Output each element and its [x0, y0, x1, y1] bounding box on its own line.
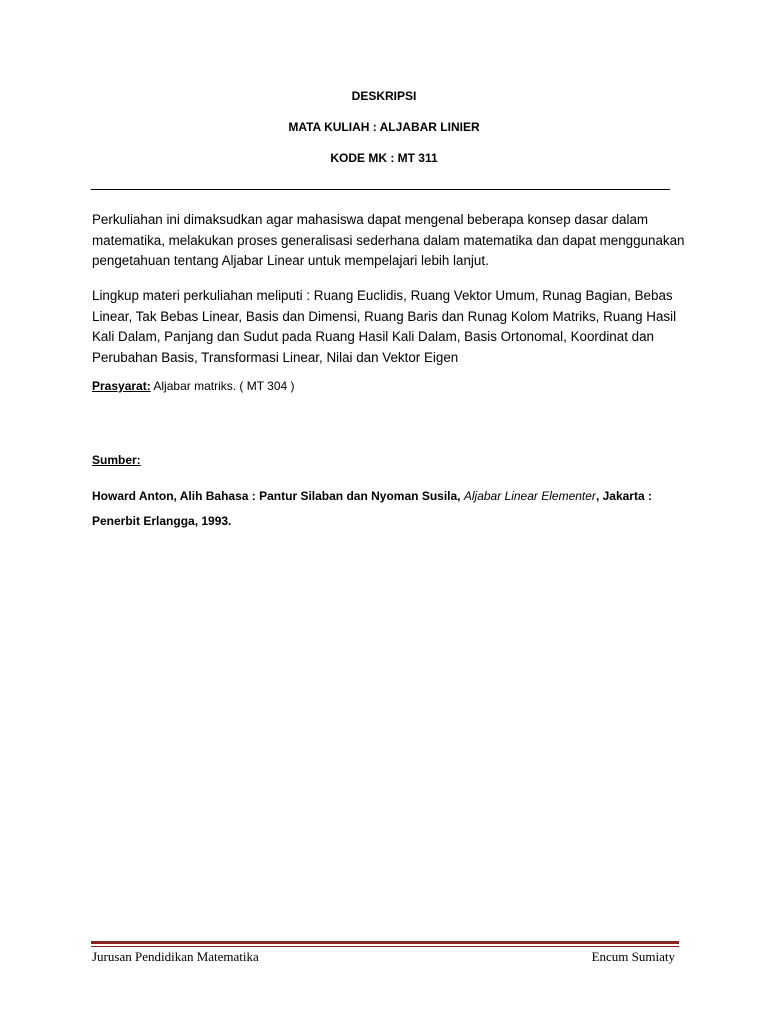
footer-rule-thin	[91, 946, 679, 947]
description-paragraph: Perkuliahan ini dimaksudkan agar mahasiswa dapat mengenal beberapa konsep dasar dalam matematika, melakukan proses generalisasi sederhana dalam matematika dan dapat menggunakan pengetahuan tentang Aljabar Linear untuk mempelajari lebih lanjut.	[92, 212, 685, 268]
course-code: KODE MK : MT 311	[330, 151, 438, 165]
prasyarat-value: Aljabar matriks. ( MT 304 )	[150, 379, 295, 393]
prasyarat-label: Prasyarat:	[92, 379, 151, 393]
sumber-heading	[92, 453, 141, 467]
sumber-label: Sumber:	[92, 453, 141, 467]
header-divider	[91, 189, 670, 190]
course-name: MATA KULIAH : ALJABAR LINIER	[288, 120, 480, 134]
footer-author: Encum Sumiaty	[591, 949, 675, 964]
reference-entry	[92, 484, 682, 534]
footer-rule-thick	[91, 941, 679, 944]
reference-book-title: Aljabar Linear Elementer	[463, 489, 596, 503]
document-title: DESKRIPSI	[351, 89, 417, 103]
reference-authors: Howard Anton, Alih Bahasa : Pantur Silaban dan Nyoman Susila,	[92, 489, 461, 503]
prasyarat-line	[92, 379, 295, 393]
scope-paragraph: Lingkup materi perkuliahan meliputi : Ruang Euclidis, Ruang Vektor Umum, Runag Bagian, Bebas Linear, Tak Bebas Linear, Basis dan Dimensi, Ruang Baris dan Runag Kolom Matriks, Ruang Hasil Kali Dalam, Panjang dan Sudut pada Ruang Hasil Kali Dalam, Basis Ortonomal, Koordinat dan Perubahan Basis, Transformasi Linear, Nilai dan Vektor Eigen	[92, 288, 677, 365]
reference-publisher: , Jakarta : Penerbit Erlangga, 1993.	[92, 489, 652, 528]
stray-dot: .	[90, 183, 93, 192]
footer-department: Jurusan Pendidikan Matematika	[92, 949, 259, 964]
